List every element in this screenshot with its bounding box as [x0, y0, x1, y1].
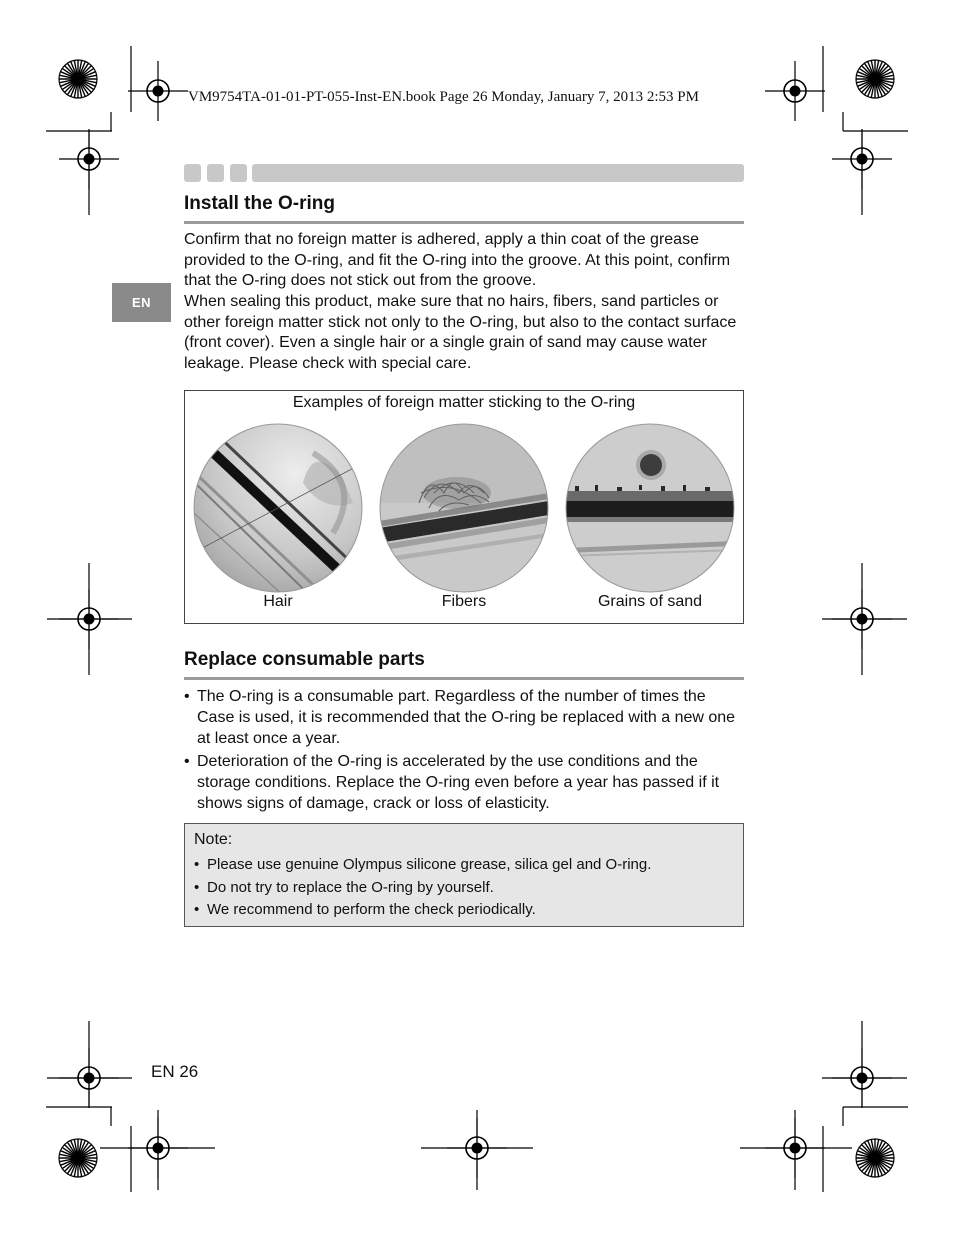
language-tab: EN	[112, 283, 171, 322]
list-item: • Deterioration of the O-ring is accelerated by the use conditions and the storage conditions. Replace the O-ring even before a year has passed if it shows signs of damage, crack or loss of elasticity.	[184, 751, 744, 814]
print-file-header: VM9754TA-01-01-PT-055-Inst-EN.book Page 26 Monday, January 7, 2013 2:53 PM	[188, 89, 699, 105]
install-paragraph-2: When sealing this product, make sure that no hairs, fibers, sand particles or other foreign matter stick not only to the O-ring, but also to the contact surface (front cover). Even a single hair or a single grain of sand may cause water leakage. Please check with special care.	[184, 293, 737, 373]
sand-grains-photo	[565, 423, 735, 593]
note-list	[194, 854, 651, 922]
note-title: Note:	[194, 831, 233, 848]
section-title-replace-parts: Replace consumable parts	[184, 649, 425, 670]
section-title-rule	[184, 221, 744, 224]
decor-square	[207, 164, 224, 182]
replace-parts-list	[184, 686, 744, 816]
list-item: • We recommend to perform the check periodically.	[194, 899, 651, 922]
foreign-matter-figure	[184, 390, 744, 624]
list-item: • Please use genuine Olympus silicone grease, silica gel and O-ring.	[194, 854, 651, 877]
section-title-rule	[184, 677, 744, 680]
label-fibers: Fibers	[441, 593, 487, 610]
figure-caption: Examples of foreign matter sticking to the O-ring	[292, 394, 636, 411]
hair-photo	[193, 423, 363, 593]
list-item: • The O-ring is a consumable part. Regardless of the number of times the Case is used, it is recommended that the O-ring be replaced with a new one at least once a year.	[184, 686, 744, 749]
decor-square	[230, 164, 247, 182]
section-decor-bar	[184, 164, 744, 182]
decor-long-bar	[252, 164, 744, 182]
decor-square	[184, 164, 201, 182]
note-box	[184, 823, 744, 927]
install-paragraph-1: Confirm that no foreign matter is adhered, apply a thin coat of the grease provided to the O-ring, and fit the O-ring into the groove. At this point, confirm that the O-ring does not stick out from the groove.	[184, 231, 731, 290]
section-title-install-o-ring: Install the O-ring	[184, 193, 335, 214]
label-grains-of-sand: Grains of sand	[597, 593, 703, 610]
fibers-photo	[379, 423, 549, 593]
label-hair: Hair	[263, 593, 293, 610]
page-number: EN 26	[151, 1062, 199, 1081]
list-item: • Do not try to replace the O-ring by yourself.	[194, 877, 651, 900]
